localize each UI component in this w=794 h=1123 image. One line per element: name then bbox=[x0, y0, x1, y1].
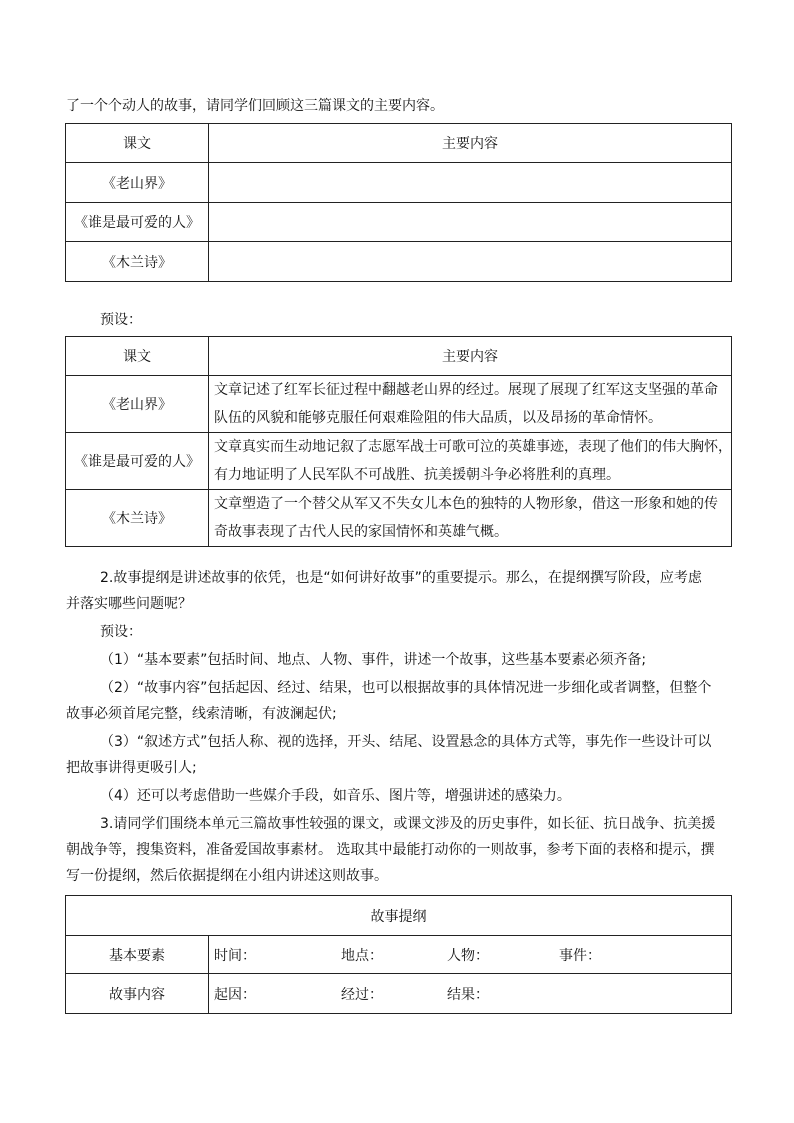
outline-label-content: 故事内容 bbox=[66, 974, 209, 1014]
preset-label: 预设： bbox=[100, 624, 142, 640]
table-cell-empty bbox=[209, 203, 732, 242]
content-line: 文章真实而生动地记叙了志愿军战士可歌可泣的英雄事迹，表现了他们的伟大胸怀， bbox=[214, 439, 732, 455]
content-line: 队伍的风貌和能够克服任何艰难险阻的伟大品质，以及昂扬的革命情怀。 bbox=[214, 410, 662, 426]
table-cell-title: 《木兰诗》 bbox=[66, 490, 209, 547]
question-2-line-2: 并落实哪些问题呢？ bbox=[66, 596, 192, 612]
content-line: 文章塑造了一个替父从军又不失女儿本色的独特的人物形象，借这一形象和她的传 bbox=[214, 496, 718, 512]
field-time-label: 时间： bbox=[214, 947, 256, 964]
outline-elements-cell bbox=[209, 936, 732, 974]
review-table bbox=[65, 123, 732, 282]
table-header-text: 课文 bbox=[66, 124, 209, 163]
question-2-line-1: 2.故事提纲是讲述故事的依凭，也是“如何讲好故事”的重要提示。那么，在提纲撰写阶段，应考虑 bbox=[100, 570, 702, 586]
table-header-content: 主要内容 bbox=[209, 124, 732, 163]
point-2-line-1: （2）“故事内容”包括起因、经过、结果，也可以根据故事的具体情况进一步细化或者调整，但整个 bbox=[100, 680, 712, 696]
field-result-label: 结果： bbox=[447, 986, 489, 1003]
question-3-line-3: 写一份提纲，然后依据提纲在小组内讲述这则故事。 bbox=[66, 868, 388, 884]
content-line: 有力地证明了人民军队不可战胜、抗美援朝斗争必将胜利的真理。 bbox=[214, 467, 620, 483]
table-cell-title: 《谁是最可爱的人》 bbox=[66, 433, 209, 490]
field-process-label: 经过： bbox=[341, 986, 383, 1003]
field-place-label: 地点： bbox=[341, 947, 383, 964]
answer-table bbox=[65, 336, 732, 547]
point-1: （1）“基本要素”包括时间、地点、人物、事件，讲述一个故事，这些基本要素必须齐备; bbox=[100, 652, 647, 668]
point-3-line-1: （3）“叙述方式”包括人称、视的选择，开头、结尾、设置悬念的具体方式等，事先作一些设计可以 bbox=[100, 734, 712, 750]
table-cell-empty bbox=[209, 242, 732, 282]
outline-title: 故事提纲 bbox=[66, 896, 732, 936]
field-cause-label: 起因： bbox=[214, 986, 256, 1003]
table-cell-content bbox=[209, 490, 732, 547]
table-header-text: 课文 bbox=[66, 337, 209, 376]
intro-line: 了一个个动人的故事，请同学们回顾这三篇课文的主要内容。 bbox=[66, 98, 444, 114]
table-cell-content bbox=[209, 433, 732, 490]
outline-table bbox=[65, 895, 732, 1014]
field-people-label: 人物： bbox=[447, 947, 489, 964]
table-cell-empty bbox=[209, 163, 732, 203]
point-2-line-2: 故事必须首尾完整，线索清晰，有波澜起伏; bbox=[66, 706, 337, 722]
question-3-line-1: 3.请同学们围绕本单元三篇故事性较强的课文，或课文涉及的历史事件，如长征、抗日战争、抗美援 bbox=[100, 816, 716, 832]
table-cell-title: 《木兰诗》 bbox=[66, 242, 209, 282]
question-3-line-2: 朝战争等，搜集资料，准备爱国故事素材。 选取其中最能打动你的一则故事，参考下面的表格和提示，撰 bbox=[66, 842, 715, 858]
outline-content-cell bbox=[209, 974, 732, 1014]
content-line: 文章记述了红军长征过程中翻越老山界的经过。展现了展现了红军这支坚强的革命 bbox=[214, 382, 718, 398]
field-event-label: 事件： bbox=[559, 947, 601, 964]
table-cell-title: 《老山界》 bbox=[66, 163, 209, 203]
content-line: 奇故事表现了古代人民的家国情怀和英雄气概。 bbox=[214, 524, 508, 540]
outline-label-elements: 基本要素 bbox=[66, 936, 209, 974]
table-cell-title: 《谁是最可爱的人》 bbox=[66, 203, 209, 242]
table-cell-title: 《老山界》 bbox=[66, 376, 209, 433]
point-3-line-2: 把故事讲得更吸引人; bbox=[66, 760, 197, 776]
table-cell-content bbox=[209, 376, 732, 433]
point-4: （4）还可以考虑借助一些媒介手段，如音乐、图片等，增强讲述的感染力。 bbox=[100, 788, 571, 804]
table-header-content: 主要内容 bbox=[209, 337, 732, 376]
preset-label: 预设： bbox=[100, 312, 142, 328]
